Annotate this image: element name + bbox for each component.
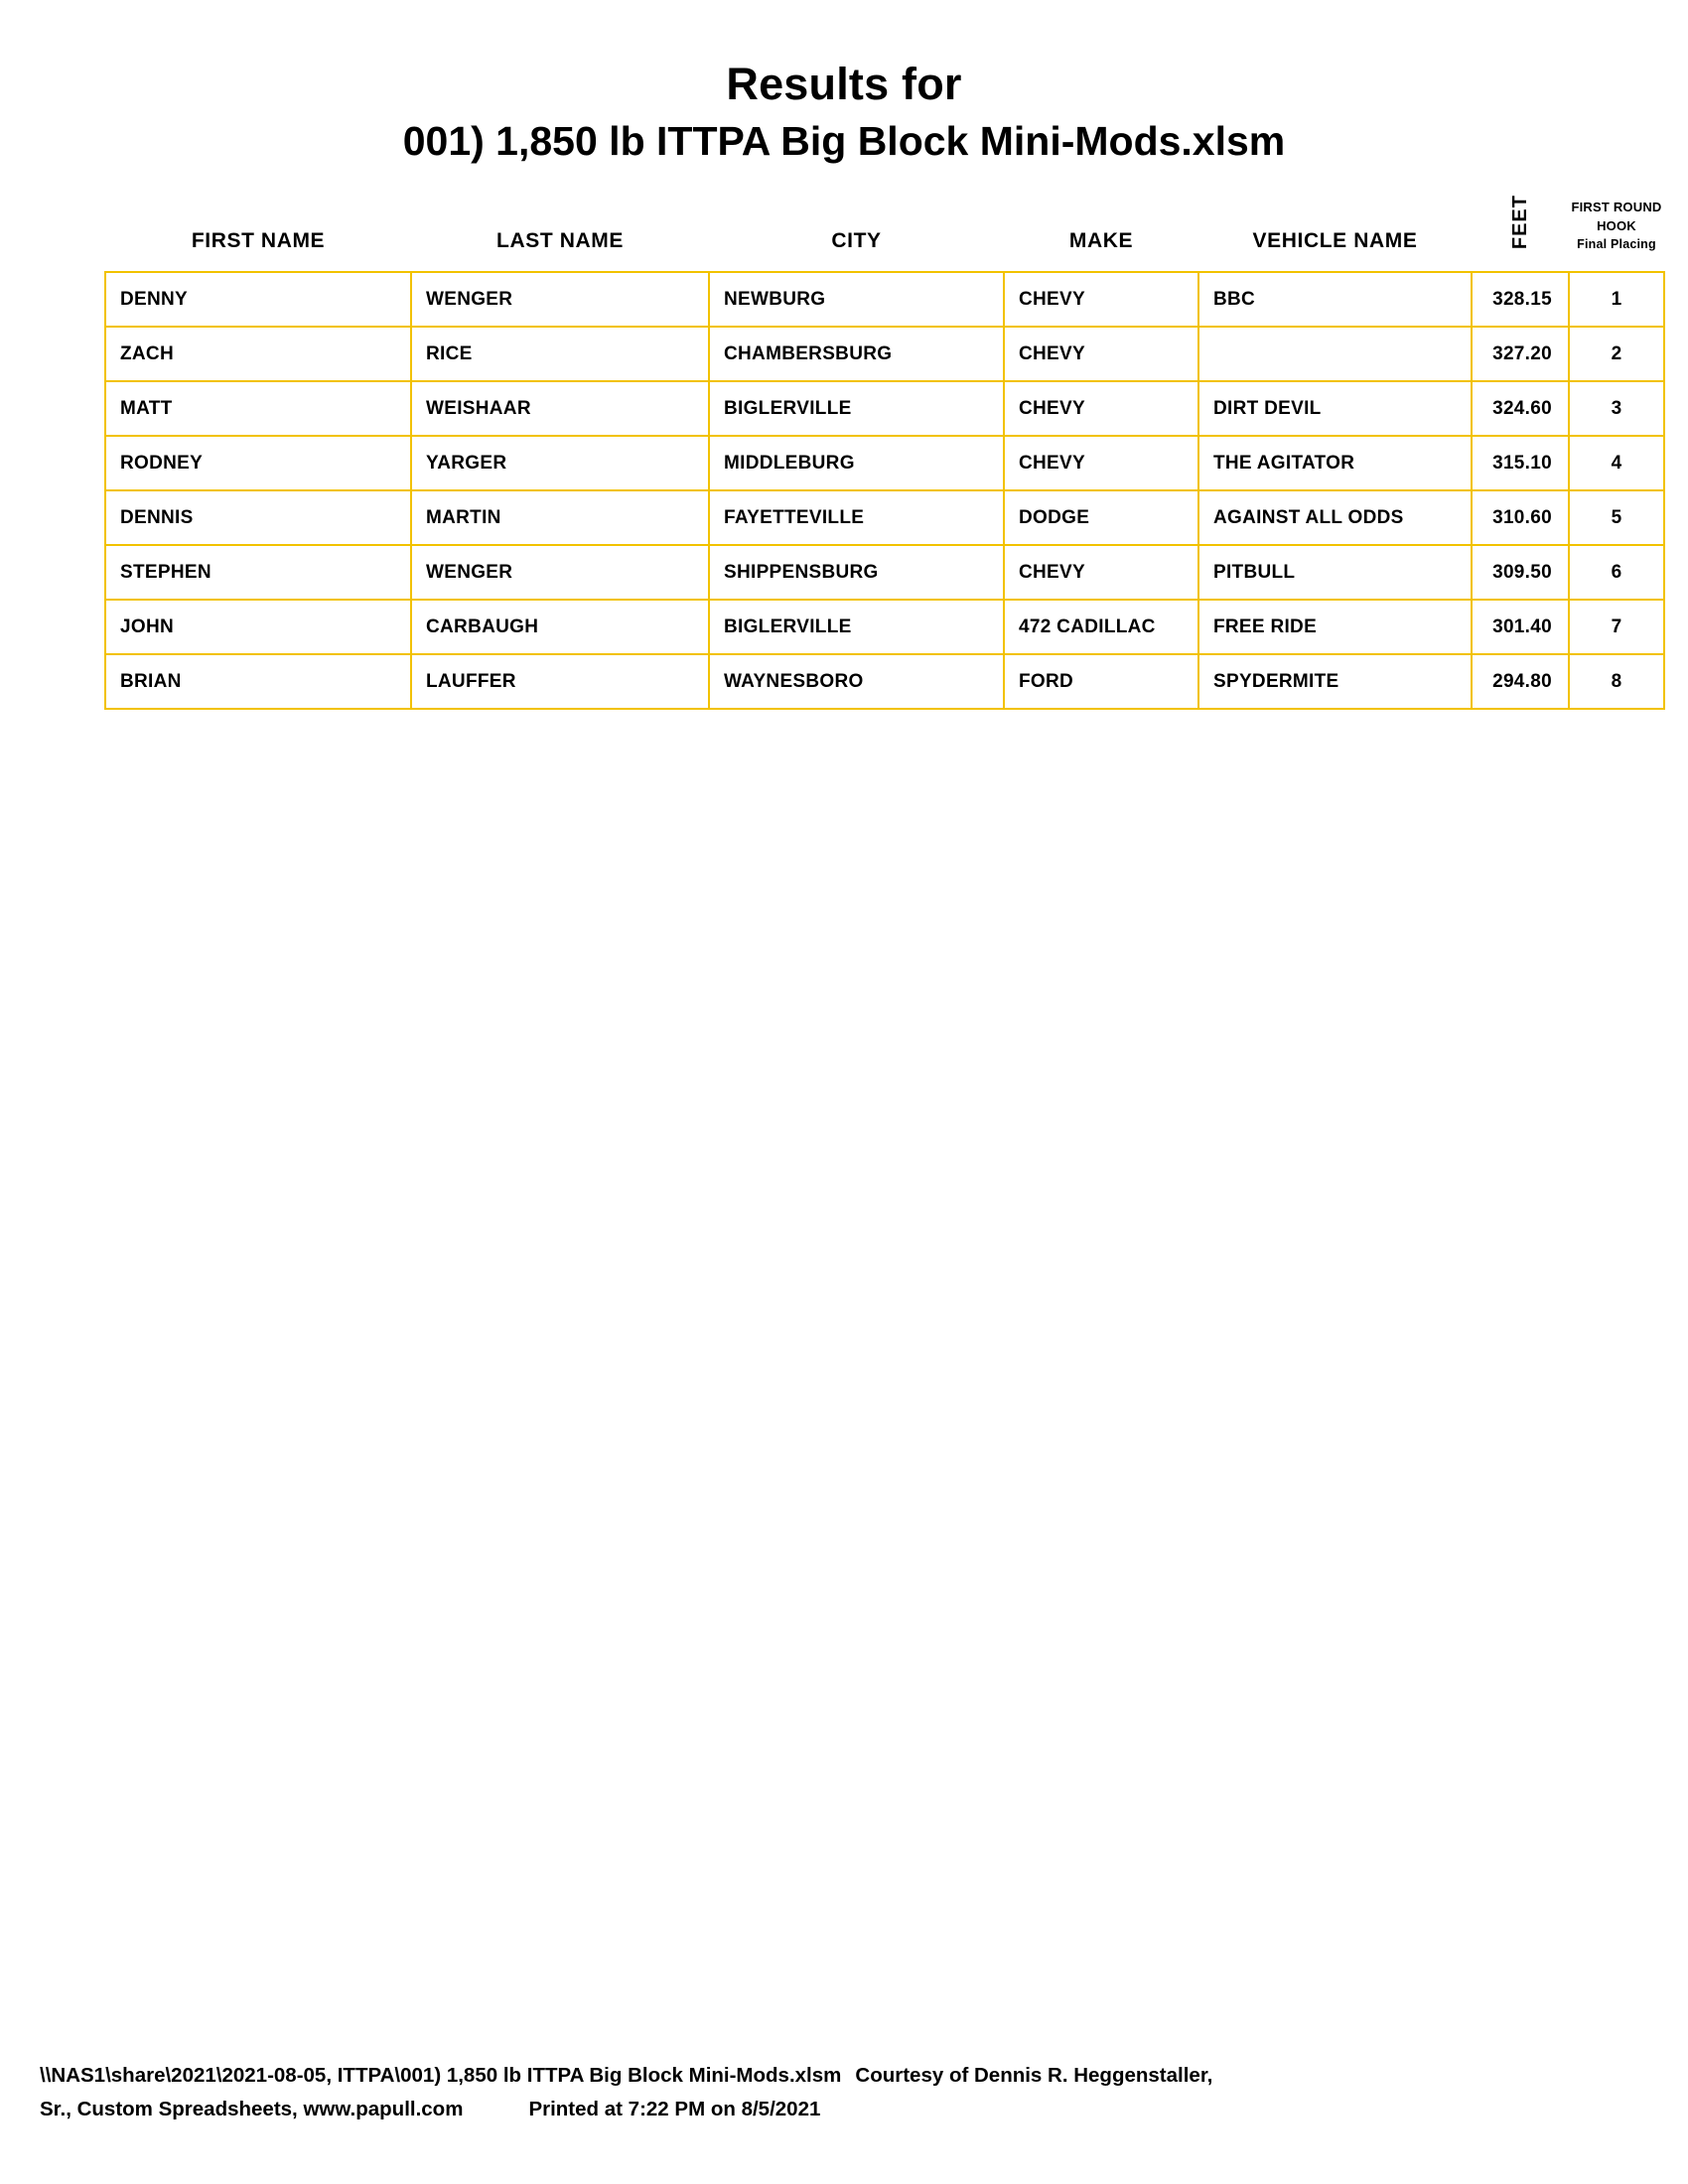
cell-city: BIGLERVILLE: [709, 381, 1004, 436]
table-row: [105, 272, 1664, 327]
cell-make: CHEVY: [1004, 545, 1198, 600]
cell-last-name: WEISHAAR: [411, 381, 709, 436]
table-row: [105, 545, 1664, 600]
document-footer: [40, 2059, 1648, 2126]
cell-feet: 324.60: [1472, 381, 1569, 436]
cell-city: CHAMBERSBURG: [709, 327, 1004, 381]
cell-first-name: DENNY: [105, 272, 411, 327]
cell-vehicle-name: AGAINST ALL ODDS: [1198, 490, 1472, 545]
cell-placing: 4: [1569, 436, 1664, 490]
footer-courtesy: Courtesy of Dennis R. Heggenstaller,: [855, 2064, 1213, 2088]
footer-file-path: \\NAS1\share\2021\2021-08-05, ITTPA\001) 1,850 lb ITTPA Big Block Mini-Mods.xlsm: [40, 2064, 842, 2088]
cell-city: FAYETTEVILLE: [709, 490, 1004, 545]
table-row: [105, 327, 1664, 381]
column-header-first-name: FIRST NAME: [105, 195, 411, 272]
table-header-row: [105, 195, 1664, 272]
cell-last-name: YARGER: [411, 436, 709, 490]
results-table: [104, 195, 1665, 710]
column-header-feet: [1472, 195, 1569, 272]
cell-placing: 2: [1569, 327, 1664, 381]
footer-printed-timestamp: Printed at 7:22 PM on 8/5/2021: [528, 2098, 821, 2121]
cell-last-name: RICE: [411, 327, 709, 381]
document-title-block: [0, 0, 1688, 167]
cell-make: CHEVY: [1004, 327, 1198, 381]
cell-last-name: LAUFFER: [411, 654, 709, 709]
cell-city: BIGLERVILLE: [709, 600, 1004, 654]
cell-vehicle-name: DIRT DEVIL: [1198, 381, 1472, 436]
column-header-vehicle-name: VEHICLE NAME: [1198, 195, 1472, 272]
cell-last-name: CARBAUGH: [411, 600, 709, 654]
cell-feet: 301.40: [1472, 600, 1569, 654]
table-row: [105, 654, 1664, 709]
cell-city: NEWBURG: [709, 272, 1004, 327]
footer-line-2: [40, 2093, 1648, 2126]
cell-make: CHEVY: [1004, 381, 1198, 436]
cell-last-name: WENGER: [411, 545, 709, 600]
cell-first-name: ZACH: [105, 327, 411, 381]
cell-make: CHEVY: [1004, 436, 1198, 490]
column-header-placing-line2: HOOK: [1597, 217, 1636, 233]
table-body: [105, 272, 1664, 709]
cell-vehicle-name: SPYDERMITE: [1198, 654, 1472, 709]
cell-vehicle-name: BBC: [1198, 272, 1472, 327]
cell-placing: 5: [1569, 490, 1664, 545]
cell-feet: 328.15: [1472, 272, 1569, 327]
table-row: [105, 381, 1664, 436]
column-header-placing-line3: Final Placing: [1577, 237, 1656, 252]
results-table-wrap: [65, 195, 1662, 710]
cell-first-name: RODNEY: [105, 436, 411, 490]
cell-feet: 294.80: [1472, 654, 1569, 709]
cell-feet: 309.50: [1472, 545, 1569, 600]
cell-placing: 8: [1569, 654, 1664, 709]
page-subtitle: 001) 1,850 lb ITTPA Big Block Mini-Mods.xlsm: [402, 118, 1286, 165]
column-header-placing: [1569, 195, 1664, 272]
column-header-feet-label: FEET: [1509, 195, 1531, 250]
cell-placing: 7: [1569, 600, 1664, 654]
cell-placing: 6: [1569, 545, 1664, 600]
cell-city: SHIPPENSBURG: [709, 545, 1004, 600]
cell-placing: 1: [1569, 272, 1664, 327]
column-header-city: CITY: [709, 195, 1004, 272]
table-row: [105, 600, 1664, 654]
cell-make: DODGE: [1004, 490, 1198, 545]
cell-vehicle-name: THE AGITATOR: [1198, 436, 1472, 490]
cell-first-name: JOHN: [105, 600, 411, 654]
cell-first-name: STEPHEN: [105, 545, 411, 600]
table-header: [105, 195, 1664, 272]
column-header-placing-line1: FIRST ROUND: [1571, 199, 1662, 214]
cell-make: CHEVY: [1004, 272, 1198, 327]
cell-first-name: DENNIS: [105, 490, 411, 545]
cell-first-name: MATT: [105, 381, 411, 436]
cell-placing: 3: [1569, 381, 1664, 436]
column-header-make: MAKE: [1004, 195, 1198, 272]
cell-make: 472 CADILLAC: [1004, 600, 1198, 654]
cell-feet: 327.20: [1472, 327, 1569, 381]
cell-city: MIDDLEBURG: [709, 436, 1004, 490]
cell-city: WAYNESBORO: [709, 654, 1004, 709]
cell-feet: 310.60: [1472, 490, 1569, 545]
table-row: [105, 490, 1664, 545]
cell-vehicle-name: PITBULL: [1198, 545, 1472, 600]
cell-last-name: MARTIN: [411, 490, 709, 545]
footer-credit: Sr., Custom Spreadsheets, www.papull.com: [40, 2098, 464, 2121]
cell-first-name: BRIAN: [105, 654, 411, 709]
footer-line-1: [40, 2059, 1648, 2093]
page-title: Results for: [726, 59, 962, 109]
cell-last-name: WENGER: [411, 272, 709, 327]
table-row: [105, 436, 1664, 490]
cell-make: FORD: [1004, 654, 1198, 709]
cell-feet: 315.10: [1472, 436, 1569, 490]
column-header-last-name: LAST NAME: [411, 195, 709, 272]
cell-vehicle-name: FREE RIDE: [1198, 600, 1472, 654]
cell-vehicle-name: [1198, 327, 1472, 381]
